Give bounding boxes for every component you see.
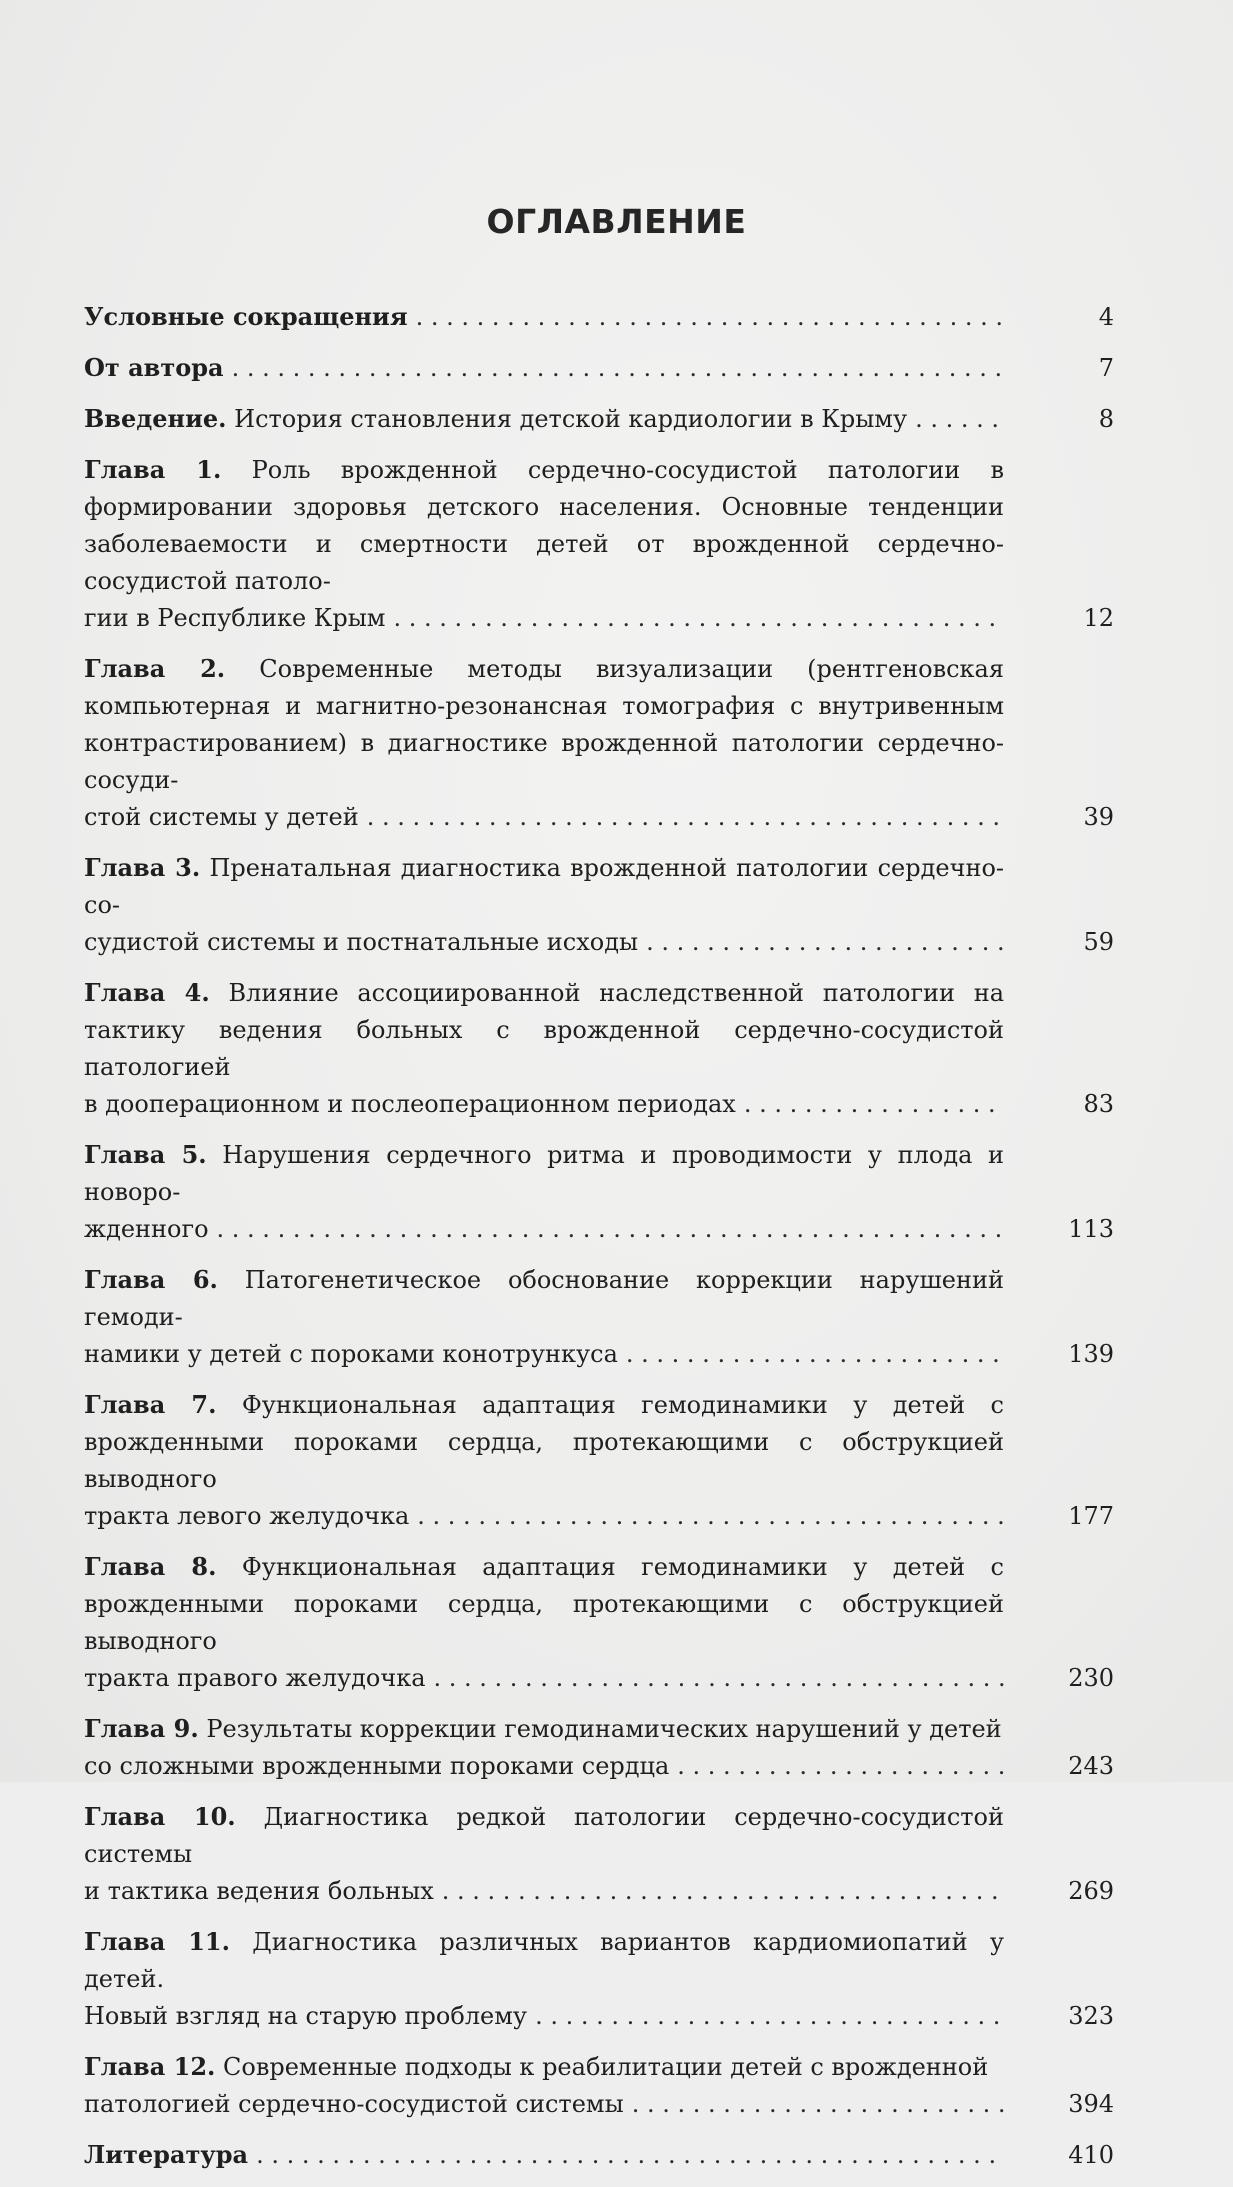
toc-entry-label: Глава 6. <box>84 1265 218 1294</box>
toc-entry-text: Влияние ассоциированной наследственной патологии на тактику ведения больных с врожденной сердечно-сосудистой патологией <box>84 979 1005 1081</box>
toc-entry-label: Глава 11. <box>84 1927 230 1956</box>
toc-entry-label: Глава 4. <box>84 978 210 1007</box>
toc-entry-text: Диагностика различных вариантов кардиомиопатий у детей. <box>84 1928 1004 1993</box>
toc-entry-text-last-line: жденного <box>84 1215 209 1243</box>
toc-entry-text-last-line: Новый взгляд на старую проблему <box>84 2002 528 2030</box>
toc-entry-text-last-line: патологией сердечно-сосудистой системы <box>84 2090 624 2118</box>
leader-dots <box>632 2086 1004 2123</box>
leader-dots <box>915 401 1004 438</box>
leader-dots <box>232 350 1004 387</box>
toc-page-number: 83 <box>1083 1090 1114 1118</box>
toc-page-number: 410 <box>1068 2141 1114 2169</box>
toc-entry-text: Патогенетическое обоснование коррекции нарушений гемоди- <box>84 1266 1004 1331</box>
toc-entry-text: Диагностика редкой патологии сердечно-сосудистой системы <box>84 1803 1004 1868</box>
toc-entry-label: Глава 7. <box>84 1390 217 1419</box>
toc-entry-chapter-5 <box>84 1136 1114 1248</box>
toc-page-number: 323 <box>1068 2002 1114 2030</box>
toc-page-number: 394 <box>1068 2090 1114 2118</box>
toc-entry-text: Результаты коррекции гемодинамических нарушений у детей <box>206 1715 1002 1743</box>
leader-dots <box>744 1086 1004 1123</box>
toc-page-number: 12 <box>1083 604 1114 632</box>
toc-entry-label: Условные сокращения <box>84 302 408 331</box>
toc-page-number: 39 <box>1083 803 1114 831</box>
toc-entry-text: Функциональная адаптация гемодинамики у детей с врожденными пороками сердца, протекающими с обструкцией выводного <box>84 1391 1005 1493</box>
toc-entry-label: Глава 5. <box>84 1140 207 1169</box>
toc-entry-chapter-11 <box>84 1923 1114 2035</box>
toc-entry-label: Глава 3. <box>84 853 201 882</box>
toc-entry-text-last-line: и тактика ведения больных <box>84 1877 434 1905</box>
toc-page-number: 177 <box>1068 1502 1114 1530</box>
toc-entry-text: Пренатальная диагностика врожденной патологии сердечно-со- <box>84 854 1005 919</box>
toc-entry-text-last-line: стой системы у детей <box>84 803 359 831</box>
toc-page-number: 7 <box>1098 354 1114 382</box>
toc-entry-chapter-6 <box>84 1261 1114 1373</box>
toc-entry-chapter-1 <box>84 451 1114 637</box>
toc-page-number: 8 <box>1098 405 1114 433</box>
leader-dots <box>393 600 1004 637</box>
toc-entry-text: Функциональная адаптация гемодинамики у детей с врожденными пороками сердца, протекающими с обструкцией выводного <box>84 1553 1005 1655</box>
toc-entry-introduction <box>84 400 1114 438</box>
toc-entry-chapter-2 <box>84 650 1114 836</box>
toc-entry-chapter-7 <box>84 1386 1114 1535</box>
toc-entry-label: Введение. <box>84 404 227 433</box>
page-title: ОГЛАВЛЕНИЕ <box>486 202 747 241</box>
toc-page-number: 230 <box>1068 1664 1114 1692</box>
toc-entry-label: Глава 9. <box>84 1714 199 1743</box>
leader-dots <box>434 1660 1005 1697</box>
leader-dots <box>256 2137 1004 2174</box>
toc-page-number: 113 <box>1068 1215 1114 1243</box>
toc-entry-chapter-10 <box>84 1798 1114 1910</box>
toc-entry-chapter-4 <box>84 974 1114 1123</box>
toc-entry-text-last-line: тракта левого желудочка <box>84 1502 410 1530</box>
table-of-contents <box>84 298 1114 2187</box>
toc-entry-label: Глава 2. <box>84 654 226 683</box>
toc-entry-label: Глава 10. <box>84 1802 236 1831</box>
toc-entry-text: Роль врожденной сердечно-сосудистой патологии в формировании здоровья детского населения. Основные тенденции заболеваемости и смертности детей от врожденной сердечно-сосудистой патоло- <box>84 456 1004 595</box>
toc-entry-text-last-line: судистой системы и постнатальные исходы <box>84 928 639 956</box>
toc-entry-label: Глава 12. <box>84 2052 216 2081</box>
toc-entry-label: Глава 1. <box>84 455 222 484</box>
leader-dots <box>677 1748 1004 1785</box>
toc-page-number: 139 <box>1068 1340 1114 1368</box>
leader-dots <box>626 1336 1004 1373</box>
leader-dots <box>367 799 1004 836</box>
toc-entry-text: История становления детской кардиологии в Крыму <box>234 405 908 433</box>
leader-dots <box>417 1498 1004 1535</box>
toc-entry-text-last-line: гии в Республике Крым <box>84 604 386 632</box>
toc-entry-chapter-12 <box>84 2048 1114 2123</box>
toc-entry-chapter-3 <box>84 849 1114 961</box>
toc-entry-references <box>84 2136 1114 2174</box>
toc-entry-text: Современные подходы к реабилитации детей с врожденной <box>223 2053 989 2081</box>
toc-page-number: 4 <box>1098 303 1114 331</box>
leader-dots <box>416 299 1004 336</box>
toc-entry-text-last-line: со сложными врожденными пороками сердца <box>84 1752 670 1780</box>
toc-page-number: 59 <box>1083 928 1114 956</box>
toc-entry-chapter-9 <box>84 1710 1114 1785</box>
toc-entry-chapter-8 <box>84 1548 1114 1697</box>
toc-page-number: 243 <box>1068 1752 1114 1780</box>
toc-entry-label: Глава 8. <box>84 1552 217 1581</box>
toc-entry-label: Литература <box>84 2140 249 2169</box>
leader-dots <box>535 1998 1004 2035</box>
leader-dots <box>646 924 1004 961</box>
toc-entry-text: Нарушения сердечного ритма и проводимости у плода и новоро- <box>84 1141 1004 1206</box>
toc-entry-abbreviations <box>84 298 1114 336</box>
toc-entry-text-last-line: тракта правого желудочка <box>84 1664 426 1692</box>
toc-entry-text-last-line: намики у детей с пороками конотрункуса <box>84 1340 618 1368</box>
leader-dots <box>217 1211 1004 1248</box>
toc-entry-from-author <box>84 349 1114 387</box>
leader-dots <box>442 1873 1004 1910</box>
toc-entry-text: Современные методы визуализации (рентгеновская компьютерная и магнитно-резонансная томография с внутривенным контрастированием) в диагностике врожденной патологии сердечно-сосуди- <box>84 655 1005 794</box>
toc-entry-text-last-line: в дооперационном и послеоперационном периодах <box>84 1090 736 1118</box>
toc-entry-label: От автора <box>84 353 224 382</box>
toc-page-number: 269 <box>1068 1877 1114 1905</box>
